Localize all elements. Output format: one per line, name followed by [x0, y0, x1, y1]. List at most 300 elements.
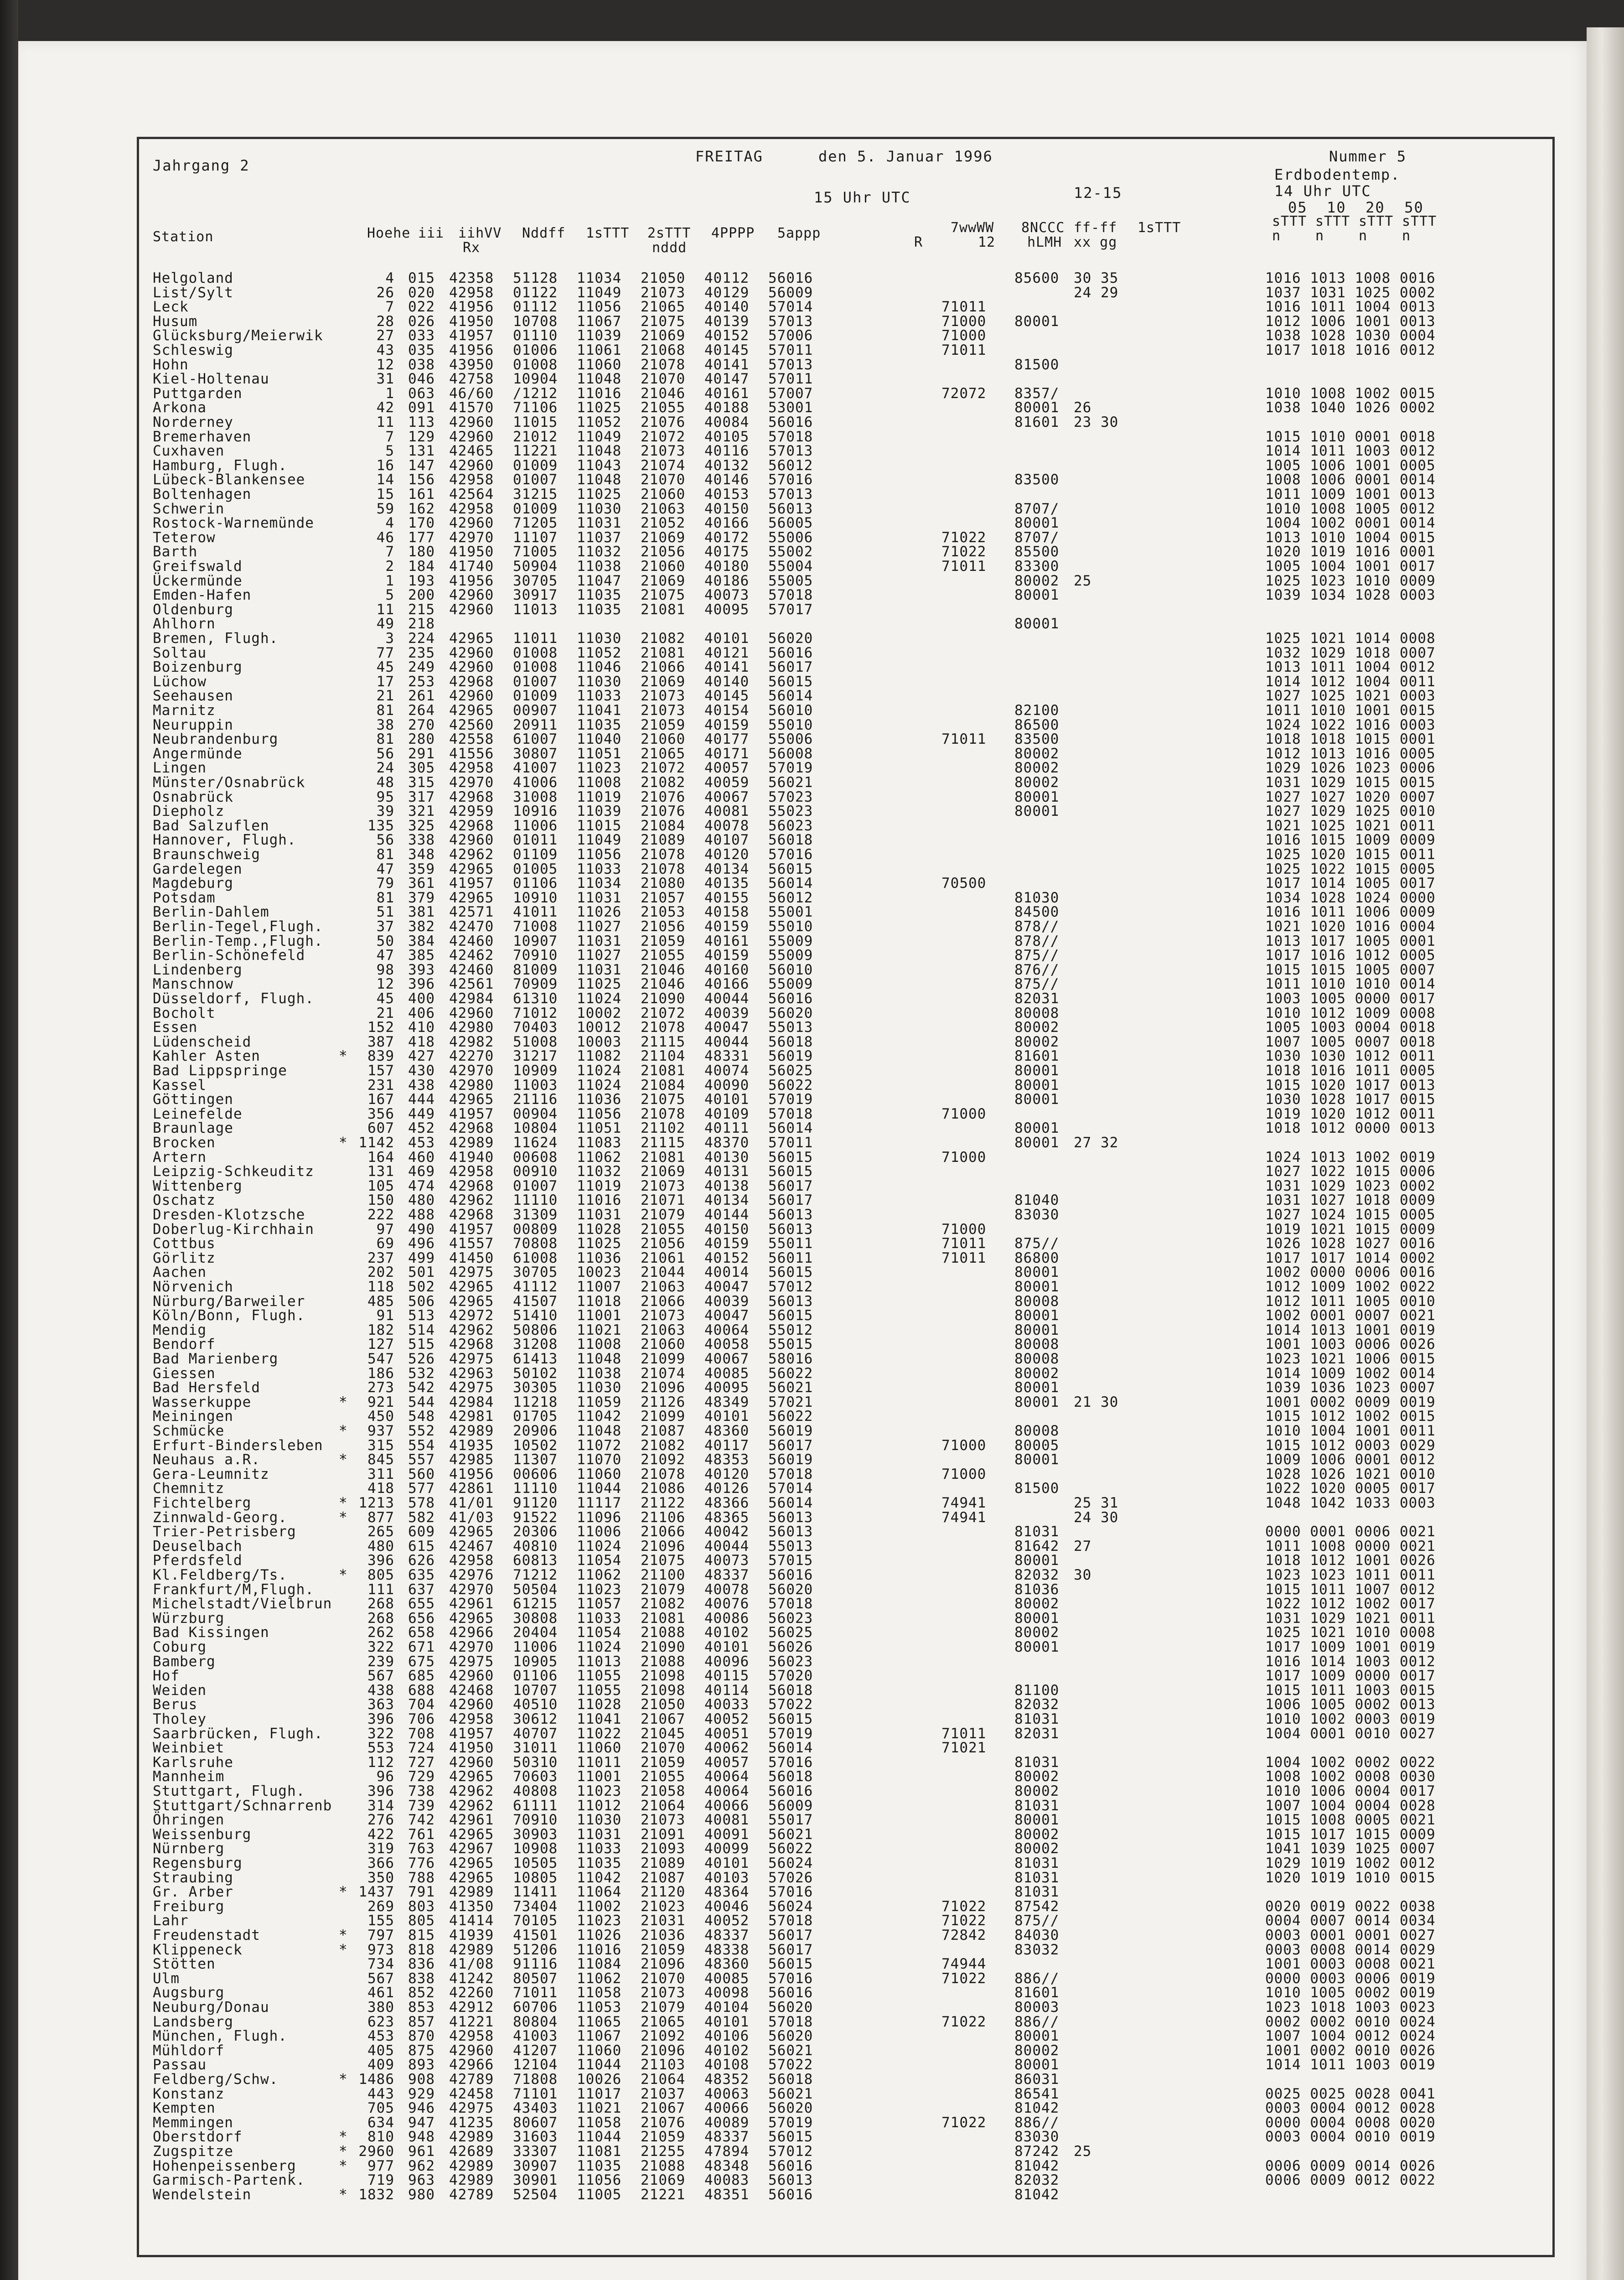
cell-5appp: 55015 [768, 1336, 813, 1353]
cell-iii: 261 [408, 688, 435, 705]
cell-iihvv: 42968 [449, 817, 494, 834]
cell-nddff: 20404 [513, 1624, 558, 1641]
cell-iii: 578 [408, 1495, 435, 1511]
cell-hoehe: 921 [367, 1394, 394, 1410]
cell-4pppp: 40115 [704, 1668, 750, 1684]
table-row [139, 1265, 1552, 1280]
cell-hoehe: 157 [367, 1062, 394, 1079]
cell-2sttt: 21065 [641, 2013, 686, 2030]
cell-iii: 161 [408, 486, 435, 503]
cell-soil-temps: 1007 1005 0007 0018 [1265, 1033, 1436, 1050]
cell-iii: 560 [408, 1466, 435, 1482]
cell-5appp: 56017 [768, 1927, 813, 1943]
time-14-utc: 14 Uhr UTC [1274, 182, 1371, 200]
cell-4pppp: 40166 [704, 976, 750, 993]
cell-7wwww: 71022 [941, 1970, 987, 1987]
elevation-star-marker: * [339, 1423, 348, 1439]
cell-station-name: Gardelegen [153, 860, 243, 877]
col-5appp: 5appp [777, 225, 821, 241]
cell-station-name: Rostock-Warnemünde [153, 515, 314, 532]
cell-1sttt: 11026 [577, 904, 622, 921]
cell-hoehe: 24 [376, 760, 394, 777]
cell-iii: 557 [408, 1451, 435, 1468]
cell-station-name: Bad Salzuflen [153, 817, 269, 834]
cell-2sttt: 21082 [641, 1596, 686, 1612]
cell-nddff: 11110 [513, 1480, 558, 1497]
cell-4pppp: 40129 [704, 284, 750, 301]
cell-1sttt: 11062 [577, 1567, 622, 1583]
cell-soil-temps: 1027 1024 1015 0005 [1265, 1207, 1436, 1223]
cell-2sttt: 21061 [641, 1249, 686, 1266]
table-row [139, 776, 1552, 790]
cell-5appp: 56020 [768, 1999, 813, 2016]
cell-nddff: 10502 [513, 1437, 558, 1454]
cell-hoehe: 3 [385, 630, 394, 647]
cell-station-name: Bad Lippspringe [153, 1062, 287, 1079]
cell-nddff: 71012 [513, 1005, 558, 1021]
table-row [139, 2116, 1552, 2130]
cell-hoehe: 237 [367, 1249, 394, 1266]
cell-4pppp: 40130 [704, 1149, 750, 1166]
cell-station-name: Bocholt [153, 1005, 216, 1021]
cell-soil-temps: 1017 1016 1012 0005 [1265, 947, 1436, 964]
cell-iii: 739 [408, 1797, 435, 1814]
cell-hoehe: 81 [376, 731, 394, 748]
cell-7wwww: 71000 [941, 1466, 987, 1482]
cell-nddff: 91522 [513, 1509, 558, 1526]
cell-nddff: 01007 [513, 1177, 558, 1194]
cell-iii: 803 [408, 1898, 435, 1915]
table-row [139, 1021, 1552, 1035]
cell-station-name: Nörvenich [153, 1279, 233, 1295]
cell-4pppp: 40158 [704, 904, 750, 921]
table-row [139, 2044, 1552, 2058]
cell-8nccc: 80001 [1014, 1451, 1060, 1468]
cell-1sttt: 11007 [577, 1279, 622, 1295]
cell-iii: 727 [408, 1754, 435, 1771]
cell-2sttt: 21059 [641, 1754, 686, 1771]
cell-1sttt: 11019 [577, 1177, 622, 1194]
cell-1sttt: 11059 [577, 1394, 622, 1410]
cell-iihvv: 41570 [449, 399, 494, 416]
cell-5appp: 55009 [768, 976, 813, 993]
cell-station-name: Zinnwald-Georg. [153, 1509, 287, 1526]
cell-1sttt: 11024 [577, 1062, 622, 1079]
cell-5appp: 56019 [768, 1451, 813, 1468]
cell-8nccc: 81601 [1014, 1985, 1060, 2001]
cell-iihvv: 42965 [449, 889, 494, 906]
cell-1sttt: 11058 [577, 1985, 622, 2001]
cell-7wwww: 71022 [941, 1898, 987, 1915]
cell-1sttt: 11037 [577, 529, 622, 546]
cell-nddff: 30705 [513, 1264, 558, 1281]
cell-8nccc: 81601 [1014, 1048, 1060, 1065]
cell-5appp: 57014 [768, 1480, 813, 1497]
cell-station-name: Chemnitz [153, 1480, 225, 1497]
cell-nddff: 21116 [513, 1091, 558, 1108]
cell-4pppp: 40146 [704, 472, 750, 488]
cell-8nccc: 80001 [1014, 788, 1060, 805]
cell-iihvv: 42968 [449, 673, 494, 690]
cell-8nccc: 81500 [1014, 1480, 1060, 1497]
cell-iihvv: 41957 [449, 327, 494, 344]
cell-soil-temps: 1031 1027 1018 0009 [1265, 1192, 1436, 1209]
cell-hoehe: 350 [367, 1869, 394, 1886]
cell-iihvv: 46/60 [449, 385, 494, 402]
cell-soil-temps: 1019 1021 1015 0009 [1265, 1221, 1436, 1238]
cell-1sttt: 11056 [577, 1105, 622, 1122]
cell-nddff: 71808 [513, 2071, 558, 2088]
cell-iii: 361 [408, 875, 435, 892]
table-row [139, 747, 1552, 761]
cell-1sttt: 11024 [577, 1077, 622, 1093]
cell-2sttt: 21093 [641, 1840, 686, 1857]
cell-iihvv: 41950 [449, 1740, 494, 1757]
cell-5appp: 56020 [768, 1005, 813, 1021]
cell-soil-temps: 0004 0007 0014 0034 [1265, 1912, 1436, 1929]
cell-4pppp: 40044 [704, 1033, 750, 1050]
cell-iihvv: 41/08 [449, 1956, 494, 1973]
cell-5appp: 56019 [768, 1423, 813, 1439]
cell-soil-temps: 1018 1018 1015 0001 [1265, 731, 1436, 748]
cell-iihvv: 42968 [449, 1120, 494, 1137]
cell-iii: 317 [408, 788, 435, 805]
table-row [139, 819, 1552, 833]
cell-iii: 035 [408, 342, 435, 358]
cell-soil-temps: 1013 1017 1005 0001 [1265, 933, 1436, 949]
cell-1sttt: 11067 [577, 2028, 622, 2045]
cell-iii: 515 [408, 1336, 435, 1353]
col-nddff: Nddff [522, 225, 566, 241]
table-row [139, 329, 1552, 343]
elevation-star-marker: * [339, 1941, 348, 1958]
cell-1sttt: 11082 [577, 1048, 622, 1065]
cell-soil-temps: 1020 1019 1010 0015 [1265, 1869, 1436, 1886]
cell-hoehe: 422 [367, 1826, 394, 1843]
cell-station-name: Kl.Feldberg/Ts. [153, 1567, 287, 1583]
col-hoehe: Hoehe [367, 225, 411, 241]
cell-station-name: Diepholz [153, 803, 225, 820]
cell-soil-temps: 1025 1021 1010 0008 [1265, 1624, 1436, 1641]
cell-8nccc: 886// [1014, 1970, 1060, 1987]
cell-4pppp: 48360 [704, 1423, 750, 1439]
cell-nddff: 00907 [513, 702, 558, 719]
cell-8nccc: 80002 [1014, 1596, 1060, 1612]
cell-4pppp: 40067 [704, 1351, 750, 1367]
cell-iihvv: 42561 [449, 976, 494, 993]
cell-2sttt: 21098 [641, 1682, 686, 1699]
cell-4pppp: 40108 [704, 2057, 750, 2073]
cell-8nccc: 80001 [1014, 515, 1060, 532]
cell-nddff: 40510 [513, 1696, 558, 1713]
cell-5appp: 57018 [768, 1466, 813, 1482]
cell-4pppp: 48353 [704, 1451, 750, 1468]
cell-4pppp: 40062 [704, 1740, 750, 1757]
col-r: R [914, 234, 923, 250]
cell-nddff: 61215 [513, 1596, 558, 1612]
cell-nddff: 40810 [513, 1538, 558, 1555]
cell-soil-temps: 0006 0009 0014 0026 [1265, 2157, 1436, 2174]
cell-8nccc: 81042 [1014, 2186, 1060, 2203]
cell-8nccc: 80001 [1014, 1552, 1060, 1569]
cell-hoehe: 567 [367, 1668, 394, 1684]
cell-hoehe: 239 [367, 1653, 394, 1670]
cell-station-name: Trier-Petrisberg [153, 1523, 296, 1540]
table-row [139, 1136, 1552, 1150]
table-row [139, 2173, 1552, 2187]
cell-4pppp: 40159 [704, 918, 750, 935]
cell-soil-temps: 1013 1010 1004 0015 [1265, 529, 1436, 546]
cell-4pppp: 40098 [704, 1985, 750, 2001]
cell-station-name: Hohn [153, 356, 189, 373]
table-row [139, 1323, 1552, 1337]
cell-station-name: Erfurt-Bindersleben [153, 1437, 323, 1454]
cell-5appp: 56015 [768, 2129, 813, 2145]
cell-hoehe: 4 [385, 515, 394, 532]
cell-soil-temps: 1037 1031 1025 0002 [1265, 284, 1436, 301]
cell-iihvv: 42468 [449, 1682, 494, 1699]
cell-4pppp: 40081 [704, 803, 750, 820]
cell-iii: 452 [408, 1120, 435, 1137]
cell-8nccc: 80001 [1014, 399, 1060, 416]
cell-iihvv: 42967 [449, 1840, 494, 1857]
cell-1sttt: 11081 [577, 2143, 622, 2160]
cell-iihvv: 42975 [449, 2100, 494, 2117]
cell-nddff: 70403 [513, 1019, 558, 1036]
cell-hoehe: 547 [367, 1351, 394, 1367]
cell-station-name: Berlin-Dahlem [153, 904, 269, 921]
table-row [139, 1107, 1552, 1121]
cell-4pppp: 40188 [704, 399, 750, 416]
cell-7wwww: 74941 [941, 1495, 987, 1511]
cell-8nccc: 80003 [1014, 1999, 1060, 2016]
cell-5appp: 56023 [768, 1610, 813, 1627]
cell-iihvv: 42960 [449, 659, 494, 676]
cell-iii: 635 [408, 1567, 435, 1583]
cell-2sttt: 21098 [641, 1668, 686, 1684]
table-row [139, 632, 1552, 646]
cell-4pppp: 40064 [704, 1768, 750, 1785]
cell-1sttt: 11034 [577, 875, 622, 892]
cell-nddff: 71011 [513, 1985, 558, 2001]
cell-nddff: 10910 [513, 889, 558, 906]
table-row [139, 833, 1552, 847]
cell-2sttt: 21090 [641, 1639, 686, 1655]
cell-5appp: 57019 [768, 2114, 813, 2131]
cell-iii: 026 [408, 313, 435, 330]
cell-2sttt: 21076 [641, 2114, 686, 2131]
cell-hoehe: 276 [367, 1812, 394, 1829]
cell-5appp: 56016 [768, 1783, 813, 1799]
cell-soil-temps: 0000 0004 0008 0020 [1265, 2114, 1436, 2131]
cell-1sttt: 11072 [577, 1437, 622, 1454]
cell-nddff: 11221 [513, 443, 558, 460]
cell-hoehe: 59 [376, 500, 394, 517]
cell-nddff: 10505 [513, 1855, 558, 1871]
cell-1sttt: 11031 [577, 961, 622, 978]
cell-8nccc: 80002 [1014, 1783, 1060, 1799]
cell-nddff: 41507 [513, 1293, 558, 1310]
cell-2sttt: 21100 [641, 1567, 686, 1583]
cell-soil-temps: 1005 1006 1001 0005 [1265, 457, 1436, 474]
cell-iii: 514 [408, 1321, 435, 1338]
cell-hoehe: 319 [367, 1840, 394, 1857]
cell-soil-temps: 1011 1008 0000 0021 [1265, 1538, 1436, 1555]
table-row [139, 2145, 1552, 2159]
cell-1sttt: 11005 [577, 2186, 622, 2203]
cell-soil-temps: 1008 1002 0008 0030 [1265, 1768, 1436, 1785]
table-row [139, 963, 1552, 977]
cell-2sttt: 21082 [641, 630, 686, 647]
cell-1sttt: 11022 [577, 1725, 622, 1742]
cell-2sttt: 21050 [641, 270, 686, 286]
cell-2sttt: 21069 [641, 1163, 686, 1180]
cell-5appp: 56013 [768, 1509, 813, 1526]
cell-station-name: Lindenberg [153, 961, 243, 978]
cell-1sttt: 11028 [577, 1696, 622, 1713]
cell-station-name: Konstanz [153, 2085, 225, 2102]
cell-2sttt: 21096 [641, 2042, 686, 2059]
cell-nddff: 31603 [513, 2129, 558, 2145]
cell-2sttt: 21052 [641, 515, 686, 532]
cell-iii: 480 [408, 1192, 435, 1209]
cell-4pppp: 40135 [704, 875, 750, 892]
cell-1sttt: 11025 [577, 1235, 622, 1252]
cell-hoehe: 7 [385, 544, 394, 560]
cell-nddff: 11110 [513, 1192, 558, 1209]
cell-iii: 180 [408, 544, 435, 560]
cell-4pppp: 40155 [704, 889, 750, 906]
cell-nddff: 00608 [513, 1149, 558, 1166]
cell-5appp: 57016 [768, 472, 813, 488]
cell-1sttt: 11042 [577, 1869, 622, 1886]
cell-iii: 870 [408, 2028, 435, 2045]
cell-5appp: 56020 [768, 2028, 813, 2045]
cell-2sttt: 21069 [641, 2172, 686, 2189]
cell-station-name: Leinefelde [153, 1105, 243, 1122]
cell-iihvv: 42758 [449, 371, 494, 388]
cell-1sttt: 11061 [577, 342, 622, 358]
cell-station-name: Wasserkuppe [153, 1394, 252, 1410]
cell-hoehe: 396 [367, 1783, 394, 1799]
cell-5appp: 56015 [768, 673, 813, 690]
cell-station-name: Husum [153, 313, 198, 330]
cell-iihvv: 41940 [449, 1149, 494, 1166]
cell-1sttt: 11039 [577, 327, 622, 344]
cell-8nccc: 875// [1014, 1235, 1060, 1252]
cell-iii: 270 [408, 716, 435, 733]
cell-soil-temps: 1022 1020 0005 0017 [1265, 1480, 1436, 1497]
cell-2sttt: 21099 [641, 1351, 686, 1367]
cell-iihvv: 42689 [449, 2143, 494, 2160]
cell-2sttt: 21078 [641, 356, 686, 373]
cell-8nccc: 81642 [1014, 1538, 1060, 1555]
cell-8nccc: 82031 [1014, 1725, 1060, 1742]
cell-station-name: Glücksburg/Meierwik [153, 327, 323, 344]
cell-5appp: 57014 [768, 299, 813, 316]
cell-hoehe: 91 [376, 1307, 394, 1324]
cell-5appp: 57022 [768, 2057, 813, 2073]
cell-5appp: 56005 [768, 515, 813, 532]
cell-hoehe: 719 [367, 2172, 394, 2189]
col-n-20: n [1359, 228, 1368, 244]
cell-nddff: 01109 [513, 846, 558, 863]
cell-soil-temps: 1025 1023 1010 0009 [1265, 572, 1436, 589]
cell-nddff: 71205 [513, 515, 558, 532]
cell-hoehe: 21 [376, 1005, 394, 1021]
cell-soil-temps: 1014 1012 1004 0011 [1265, 673, 1436, 690]
cell-iihvv: 42970 [449, 774, 494, 791]
cell-2sttt: 21073 [641, 1812, 686, 1829]
cell-soil-temps: 1015 1012 0003 0029 [1265, 1437, 1436, 1454]
cell-nddff: 11218 [513, 1394, 558, 1410]
cell-hoehe: 42 [376, 399, 394, 416]
cell-soil-temps: 1012 1011 1005 0010 [1265, 1293, 1436, 1310]
cell-4pppp: 40138 [704, 1177, 750, 1194]
cell-iii: 738 [408, 1783, 435, 1799]
cell-iihvv: 42460 [449, 961, 494, 978]
cell-5appp: 56015 [768, 1956, 813, 1973]
cell-nddff: 21012 [513, 428, 558, 445]
cell-2sttt: 21099 [641, 1408, 686, 1425]
cell-8nccc: 80001 [1014, 1394, 1060, 1410]
cell-station-name: Straubing [153, 1869, 233, 1886]
cell-iii: 656 [408, 1610, 435, 1627]
cell-soil-temps: 1031 1029 1015 0015 [1265, 774, 1436, 791]
cell-hoehe: 845 [367, 1451, 394, 1468]
cell-soil-temps: 1010 1004 1001 0011 [1265, 1423, 1436, 1439]
cell-nddff: 80607 [513, 2114, 558, 2131]
cell-4pppp: 40132 [704, 457, 750, 474]
cell-5appp: 56011 [768, 1249, 813, 1266]
cell-4pppp: 40057 [704, 760, 750, 777]
cell-soil-temps: 1014 1011 1003 0019 [1265, 2057, 1436, 2073]
cell-soil-temps: 1020 1019 1016 0001 [1265, 544, 1436, 560]
cell-5appp: 56013 [768, 1293, 813, 1310]
cell-iihvv: 42965 [449, 1869, 494, 1886]
cell-soil-temps: 0002 0002 0010 0024 [1265, 2013, 1436, 2030]
cell-4pppp: 48337 [704, 2129, 750, 2145]
cell-soil-temps: 1030 1028 1017 0015 [1265, 1091, 1436, 1108]
table-row [139, 1799, 1552, 1813]
cell-5appp: 56018 [768, 2071, 813, 2088]
cell-2sttt: 21092 [641, 1451, 686, 1468]
cell-2sttt: 21069 [641, 529, 686, 546]
cell-iii: 384 [408, 933, 435, 949]
cell-1sttt: 11048 [577, 443, 622, 460]
cell-iihvv: 42958 [449, 472, 494, 488]
cell-1sttt: 11057 [577, 1596, 622, 1612]
table-row [139, 1280, 1552, 1294]
cell-soil-temps: 1034 1028 1024 0000 [1265, 889, 1436, 906]
cell-soil-temps: 1023 1023 1011 0011 [1265, 1567, 1436, 1583]
cell-iii: 501 [408, 1264, 435, 1281]
cell-soil-temps: 1012 1009 1002 0022 [1265, 1279, 1436, 1295]
cell-hoehe: 438 [367, 1682, 394, 1699]
cell-iihvv: 42270 [449, 1048, 494, 1065]
cell-nddff: 41003 [513, 2028, 558, 2045]
cell-1sttt: 11070 [577, 1451, 622, 1468]
cell-7wwww: 74941 [941, 1509, 987, 1526]
cell-2sttt: 21080 [641, 875, 686, 892]
cell-5appp: 56013 [768, 500, 813, 517]
cell-station-name: Ückermünde [153, 572, 243, 589]
cell-nddff: 51128 [513, 270, 558, 286]
cell-station-name: Bad Hersfeld [153, 1379, 260, 1396]
cell-2sttt: 21023 [641, 1898, 686, 1915]
table-row [139, 603, 1552, 617]
table-row [139, 862, 1552, 876]
